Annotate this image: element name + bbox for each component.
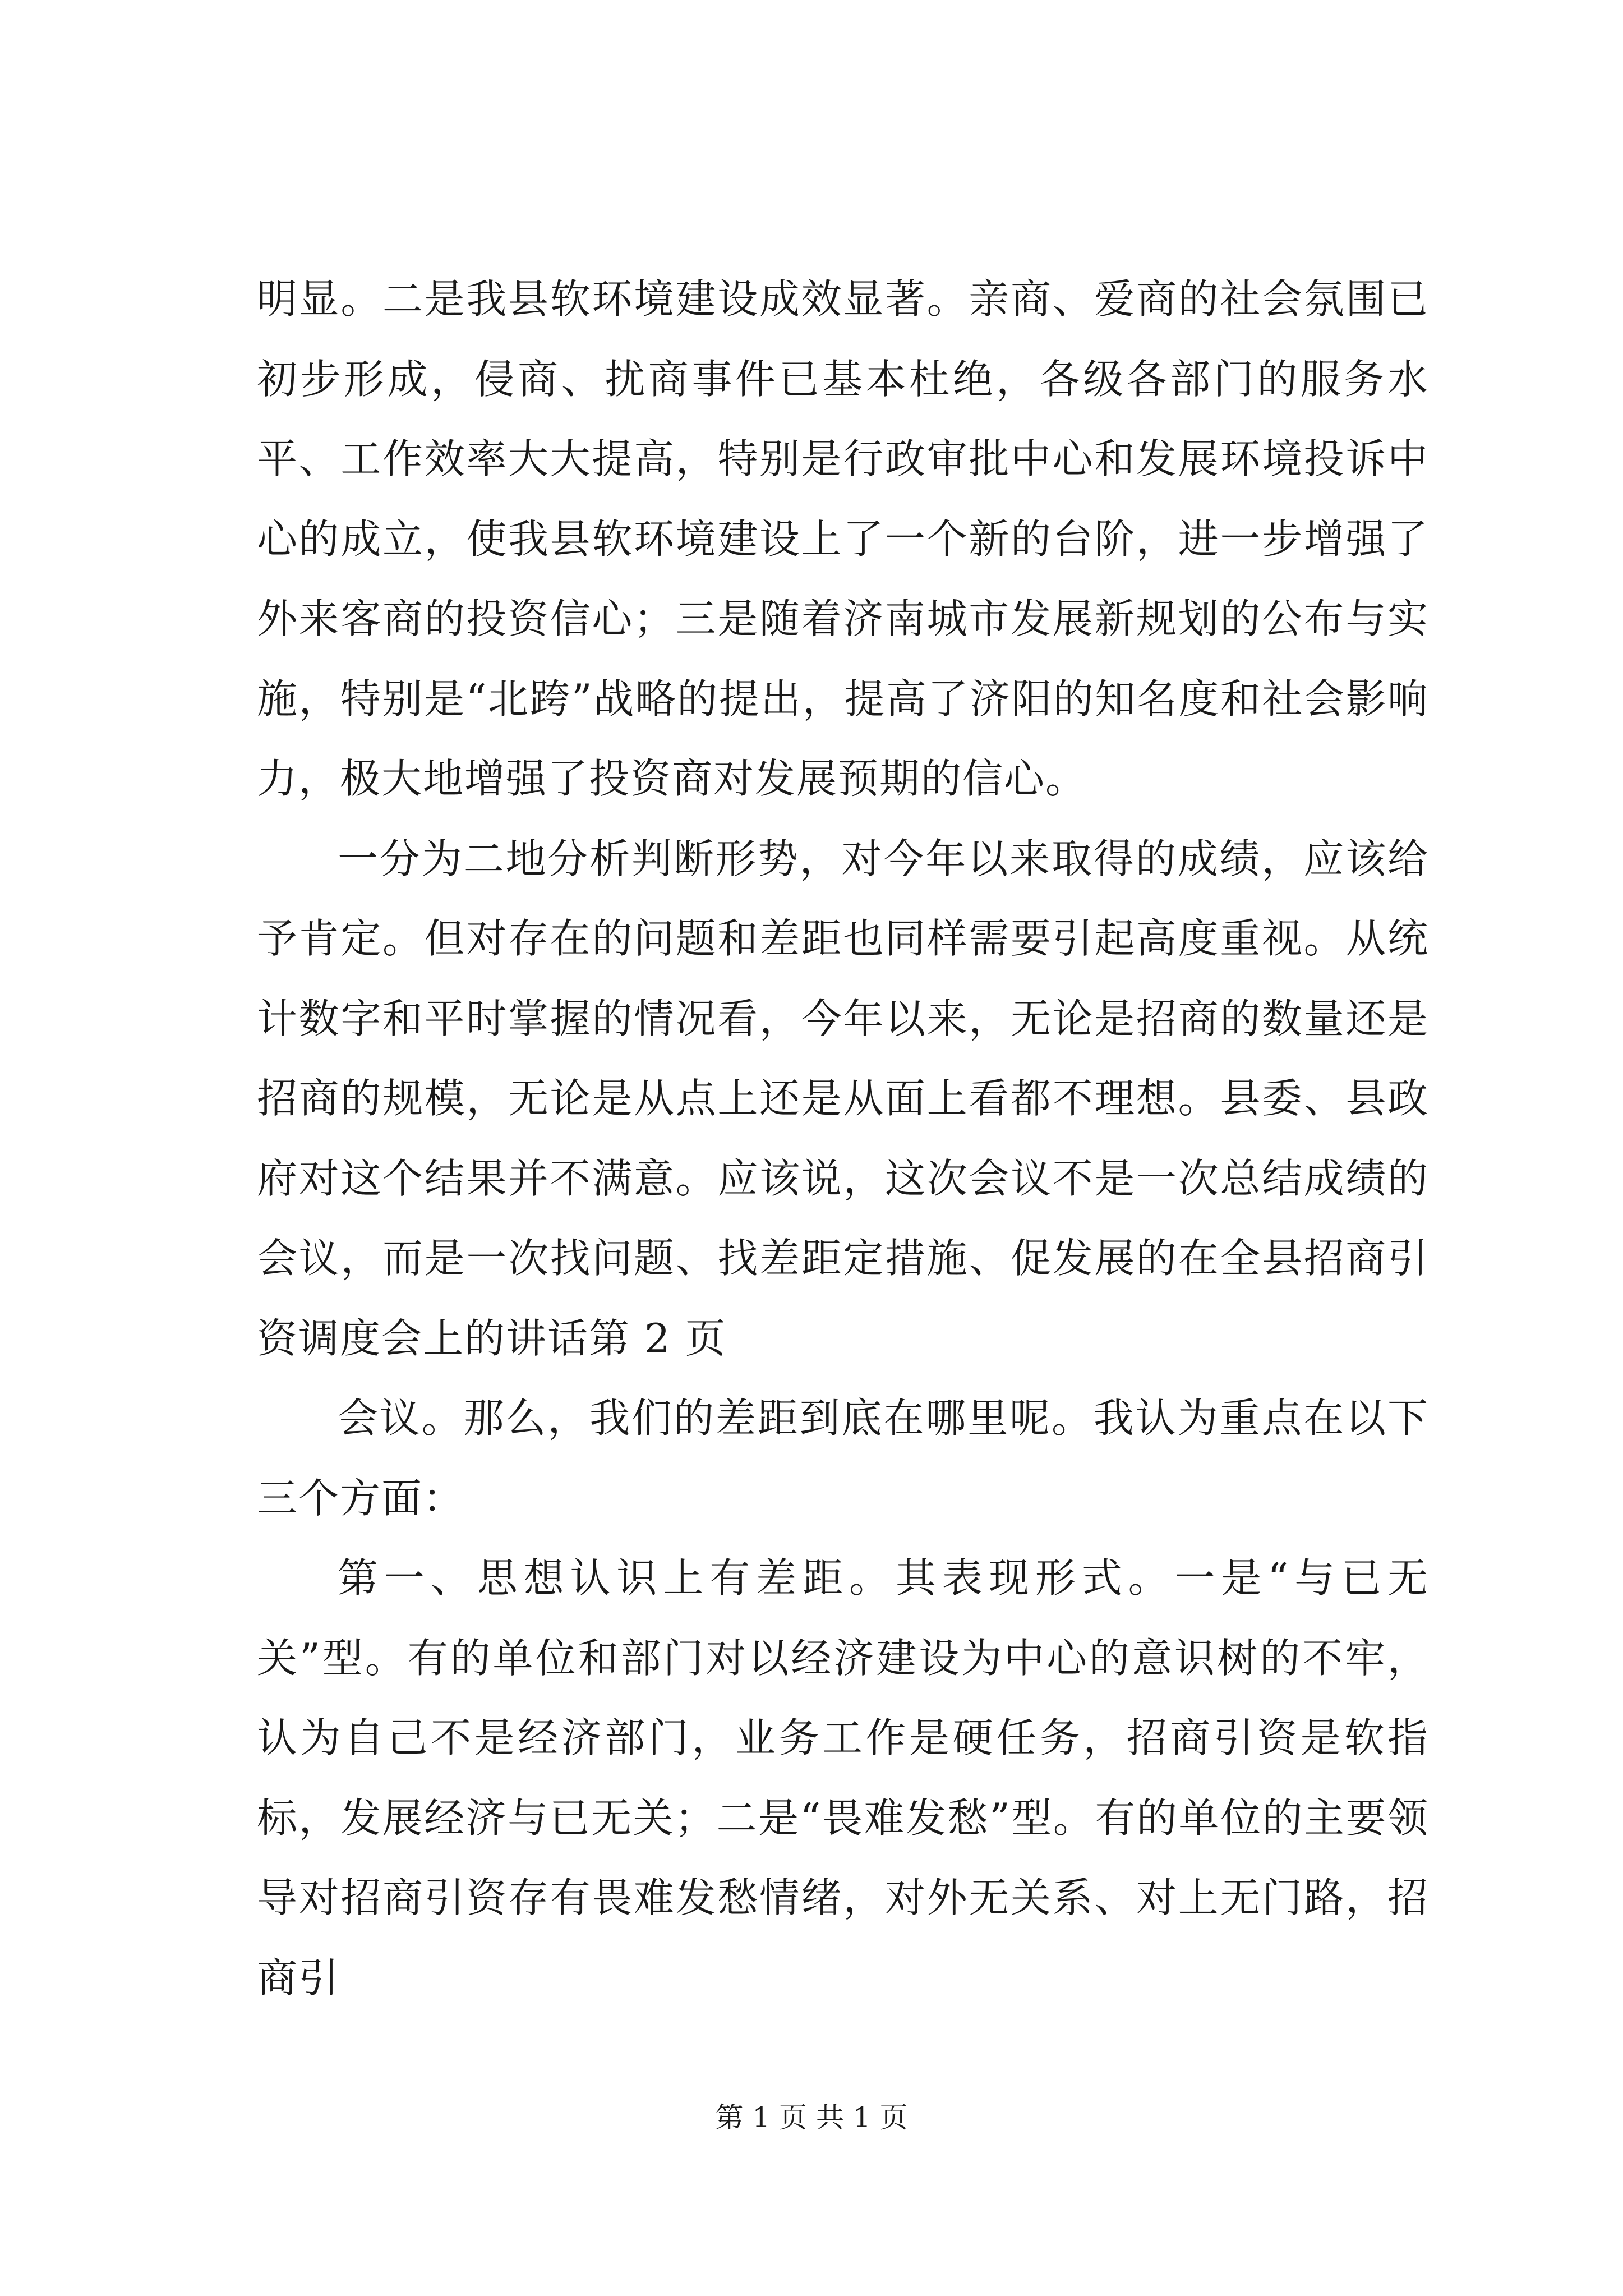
page-footer	[0, 2098, 1623, 2137]
paragraph-4: 第一、思想认识上有差距。其表现形式。一是“与已无关”型。有的单位和部门对以经济建设为中心的意识树的不牢，认为自己不是经济部门，业务工作是硬任务，招商引资是软指标，发展经济与已无关；二是“畏难发愁”型。有的单位的主要领导对招商引资存有畏难发愁情绪，对外无关系、对上无门路，招商引	[257, 1554, 1429, 2001]
document-body	[257, 259, 1429, 2018]
paragraph-2: 一分为二地分析判断形势，对今年以来取得的成绩，应该给予肯定。但对存在的问题和差距也同样需要引起高度重视。从统计数字和平时掌握的情况看，今年以来，无论是招商的数量还是招商的规模，无论是从点上还是从面上看都不理想。县委、县政府对这个结果并不满意。应该说，这次会议不是一次总结成绩的会议，而是一次找问题、找差距定措施、促发展的在全县招商引资调度会上的讲话第 2 页	[257, 835, 1429, 1362]
paragraph-1: 明显。二是我县软环境建设成效显著。亲商、爱商的社会氛围已初步形成，侵商、扰商事件已基本杜绝，各级各部门的服务水平、工作效率大大提高，特别是行政审批中心和发展环境投诉中心的成立，使我县软环境建设上了一个新的台阶，进一步增强了外来客商的投资信心；三是随着济南城市发展新规划的公布与实施，特别是“北跨”战略的提出，提高了济阳的知名度和社会影响力，极大地增强了投资商对发展预期的信心。	[257, 275, 1429, 802]
paragraph-3: 会议。那么，我们的差距到底在哪里呢。我认为重点在以下三个方面：	[257, 1395, 1429, 1522]
page-number-label: 第 1 页 共 1 页	[715, 2101, 908, 2134]
